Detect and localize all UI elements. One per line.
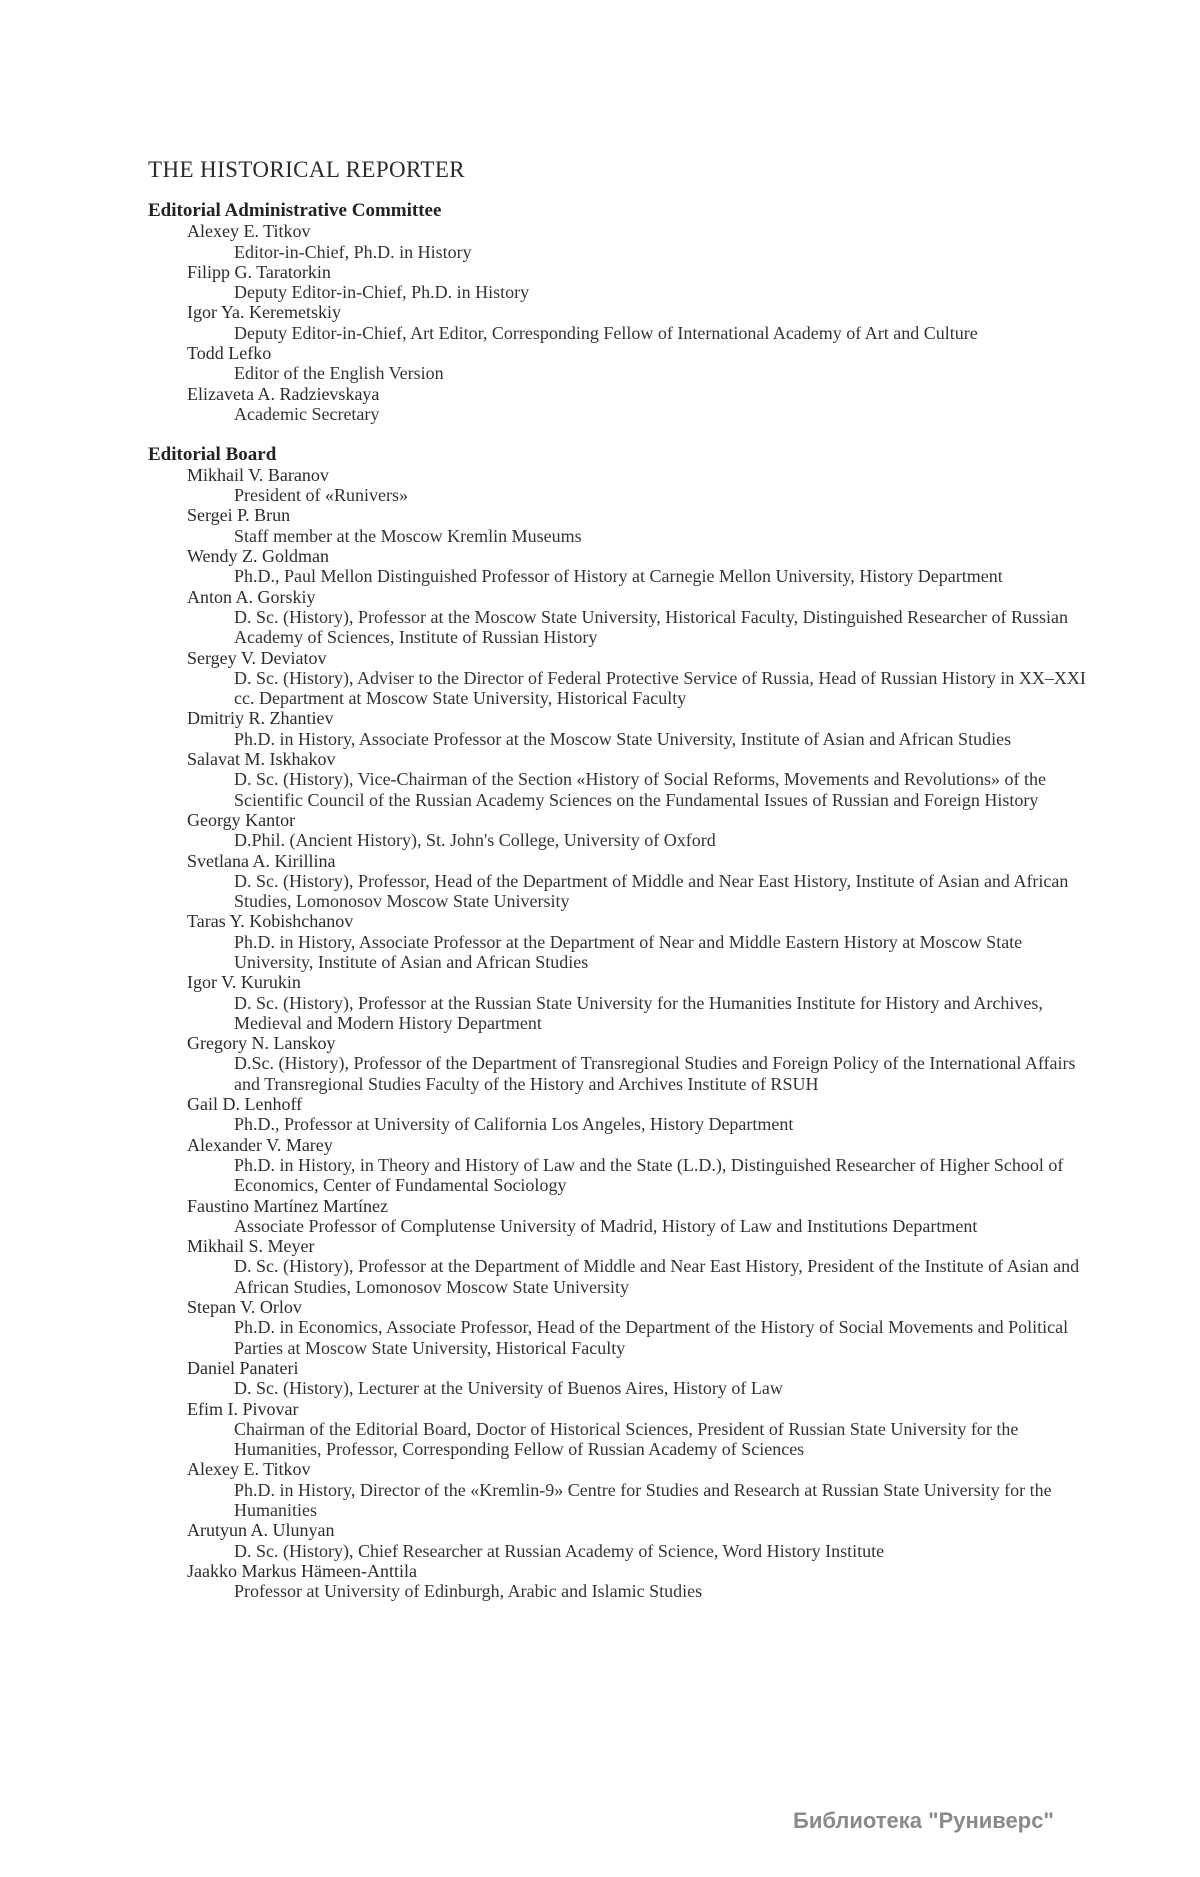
document-body <box>148 157 1128 1601</box>
member-role: Academic Secretary <box>234 403 380 424</box>
member-entry <box>148 1033 1128 1094</box>
member-entry <box>148 1399 1128 1460</box>
member-name: Anton A. Gorskiy <box>187 586 316 607</box>
member-entry <box>148 1236 1128 1297</box>
member-entry <box>148 546 1128 587</box>
member-role: Deputy Editor-in-Chief, Art Editor, Corresponding Fellow of International Academy of Art and Culture <box>234 322 978 343</box>
member-name: Todd Lefko <box>187 343 272 364</box>
member-role: Ph.D., Professor at University of California Los Angeles, History Department <box>234 1114 794 1135</box>
member-entry <box>148 1094 1128 1135</box>
member-name: Georgy Kantor <box>187 809 296 830</box>
member-role: Deputy Editor-in-Chief, Ph.D. in History <box>234 282 530 303</box>
member-entry <box>148 465 1128 506</box>
member-entry <box>148 1196 1128 1237</box>
member-role: Staff member at the Moscow Kremlin Museums <box>234 525 582 546</box>
member-entry <box>148 302 1128 343</box>
member-role: D. Sc. (History), Professor, Head of the Department of Middle and Near East History, Institute of Asian and African Studies, Lomonosov Moscow State University <box>234 870 1069 912</box>
member-entry <box>148 343 1128 384</box>
member-name: Sergei P. Brun <box>187 505 291 526</box>
member-role: D. Sc. (History), Chief Researcher at Russian Academy of Science, Word History Institute <box>234 1540 885 1561</box>
member-entry <box>148 911 1128 972</box>
member-name: Efim I. Pivovar <box>187 1398 299 1419</box>
section-heading: Editorial Board <box>148 443 277 465</box>
member-role: D. Sc. (History), Professor at the Moscow State University, Historical Faculty, Distinguished Researcher of Russian Academy of Sciences, Institute of Russian History <box>234 606 1069 648</box>
member-name: Daniel Panateri <box>187 1357 299 1378</box>
member-name: Alexander V. Marey <box>187 1134 333 1155</box>
member-name: Filipp G. Taratorkin <box>187 261 331 282</box>
member-name: Svetlana A. Kirillina <box>187 850 336 871</box>
member-entry <box>148 749 1128 810</box>
member-entry <box>148 587 1128 648</box>
member-role: D. Sc. (History), Adviser to the Director of Federal Protective Service of Russia, Head of Russian History in XX–XXI cc. Department at Moscow State University, Historical Faculty <box>234 667 1086 709</box>
section-editorial-board <box>148 445 1128 1602</box>
member-name: Mikhail V. Baranov <box>187 464 329 485</box>
member-name: Mikhail S. Meyer <box>187 1236 315 1257</box>
member-name: Faustino Martínez Martínez <box>187 1195 388 1216</box>
section-editorial-administrative-committee <box>148 201 1128 424</box>
member-name: Elizaveta A. Radzievskaya <box>187 383 380 404</box>
member-entry <box>148 648 1128 709</box>
page-title: THE HISTORICAL REPORTER <box>148 157 466 182</box>
member-name: Alexey E. Titkov <box>187 221 311 242</box>
member-name: Jaakko Markus Hämeen-Anttila <box>187 1560 417 1581</box>
member-role: Ph.D., Paul Mellon Distinguished Professor of History at Carnegie Mellon University, History Department <box>234 566 1003 587</box>
member-role: D. Sc. (History), Lecturer at the University of Buenos Aires, History of Law <box>234 1378 783 1399</box>
member-name: Igor Ya. Keremetskiy <box>187 302 341 323</box>
member-list <box>148 221 1128 424</box>
member-role: Ph.D. in History, Associate Professor at the Department of Near and Middle Eastern History at Moscow State University, Institute of Asian and African Studies <box>234 931 1023 972</box>
member-name: Gail D. Lenhoff <box>187 1094 303 1115</box>
member-role: D.Sc. (History), Professor of the Department of Transregional Studies and Foreign Policy of the International Affairs and Transregional Studies Faculty of the History and Archives Institute of RSUH <box>234 1053 1076 1094</box>
member-name: Salavat M. Iskhakov <box>187 749 336 770</box>
member-entry <box>148 1459 1128 1520</box>
member-entry <box>148 972 1128 1033</box>
member-role: Editor of the English Version <box>234 363 444 384</box>
member-entry <box>148 810 1128 851</box>
member-name: Sergey V. Deviatov <box>187 647 327 668</box>
member-name: Arutyun A. Ulunyan <box>187 1520 335 1541</box>
library-watermark: Библиотека "Руниверс" <box>793 1808 1054 1833</box>
member-entry <box>148 505 1128 546</box>
member-name: Stepan V. Orlov <box>187 1297 302 1318</box>
section-heading: Editorial Administrative Committee <box>148 200 442 221</box>
member-name: Dmitriy R. Zhantiev <box>187 708 334 729</box>
member-name: Taras Y. Kobishchanov <box>187 911 354 932</box>
member-list <box>148 465 1128 1602</box>
member-entry <box>148 708 1128 749</box>
member-entry <box>148 1358 1128 1399</box>
member-role: D.Phil. (Ancient History), St. John's College, University of Oxford <box>234 830 716 851</box>
member-entry <box>148 851 1128 912</box>
member-name: Wendy Z. Goldman <box>187 546 330 567</box>
member-entry <box>148 1297 1128 1358</box>
member-role: D. Sc. (History), Professor at the Russian State University for the Humanities Institute for History and Archives, Medieval and Modern History Department <box>234 992 1043 1033</box>
member-role: D. Sc. (History), Professor at the Department of Middle and Near East History, President of the Institute of Asian and African Studies, Lomonosov Moscow State University <box>234 1256 1080 1297</box>
member-role: President of «Runivers» <box>234 485 408 506</box>
member-role: Ph.D. in History, in Theory and History of Law and the State (L.D.), Distinguished Researcher of Higher School of Economics, Center of Fundamental Sociology <box>234 1154 1064 1196</box>
member-name: Alexey E. Titkov <box>187 1459 311 1480</box>
member-role: D. Sc. (History), Vice-Chairman of the Section «History of Social Reforms, Movements and Revolutions» of the Scientific Council of the Russian Academy Sciences on the Fundamental Issues of Russian and Foreign History <box>234 769 1046 810</box>
member-role: Ph.D. in History, Director of the «Kremlin-9» Centre for Studies and Research at Russian State University for the Humanities <box>234 1479 1052 1520</box>
member-role: Ph.D. in History, Associate Professor at the Moscow State University, Institute of Asian and African Studies <box>234 728 1012 749</box>
member-entry <box>148 221 1128 262</box>
member-entry <box>148 1520 1128 1561</box>
member-role: Ph.D. in Economics, Associate Professor, Head of the Department of the History of Social Movements and Political Parties at Moscow State University, Historical Faculty <box>234 1317 1069 1358</box>
member-role: Associate Professor of Complutense University of Madrid, History of Law and Institutions Department <box>234 1215 978 1236</box>
member-entry <box>148 384 1128 425</box>
member-role: Professor at University of Edinburgh, Arabic and Islamic Studies <box>234 1581 703 1602</box>
member-entry <box>148 262 1128 303</box>
member-role: Chairman of the Editorial Board, Doctor of Historical Sciences, President of Russian State University for the Humanities, Professor, Corresponding Fellow of Russian Academy of Sciences <box>234 1418 1019 1460</box>
member-entry <box>148 1561 1128 1602</box>
member-name: Igor V. Kurukin <box>187 972 301 993</box>
member-name: Gregory N. Lanskoy <box>187 1033 336 1054</box>
member-role: Editor-in-Chief, Ph.D. in History <box>234 241 472 262</box>
member-entry <box>148 1135 1128 1196</box>
